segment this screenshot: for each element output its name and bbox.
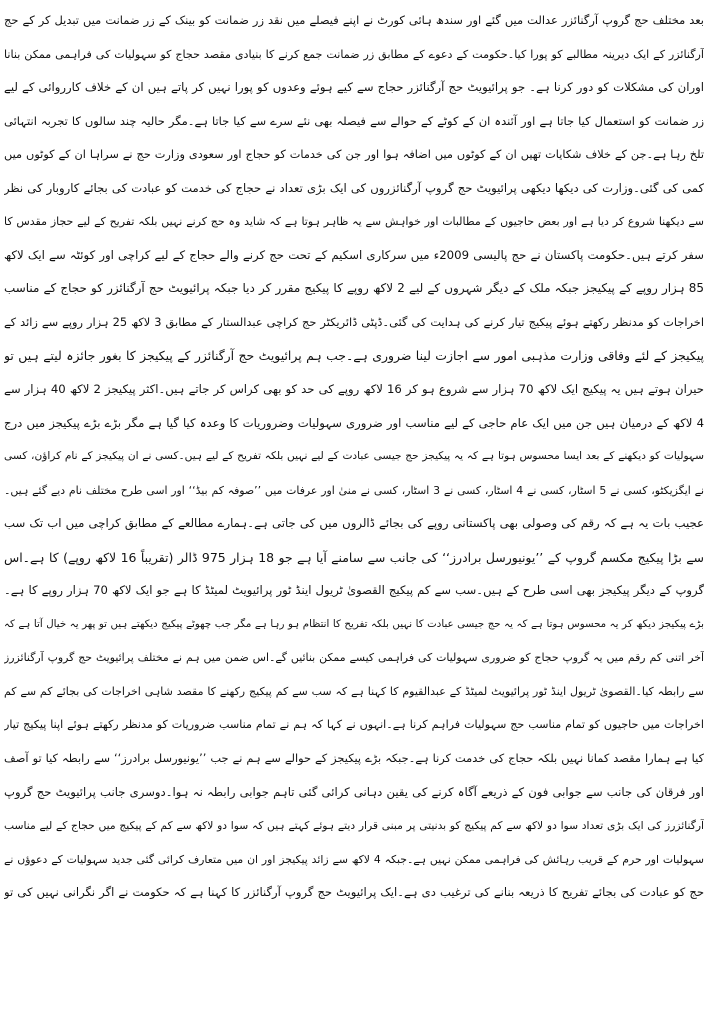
article-line-2: آرگنائزر کے ایک دیرینہ مطالبے کو پورا کیا۔حکومت کے دعوے کے مطابق زر ضمانت جمع کرنے کا بنیادی مقصد حجاج کو سہولیات کی فراہمی ممکن بنانا bbox=[4, 47, 704, 61]
article-line-17: سے بڑا پیکیج مکسم گروپ کے ’’یونیورسل برادرز‘‘ کی جانب سے سامنے آیا ہے جو 18 ہزار 975 ڈالر (تقریباً 16 لاکھ روپے) کا ہے۔اس bbox=[4, 549, 704, 565]
article-line-10: اخراجات کو مدنظر رکھتے ہوئے پیکیج تیار کرنے کی ہدایت کی گئی۔ڈپٹی ڈائریکٹر حج کراچی عبدالستار کے مطابق 3 لاکھ 25 ہزار روپے سے زائد کے bbox=[4, 314, 704, 329]
article-line-23: کیا ہے ہمارا مقصد کمانا نہیں بلکہ حجاج کی خدمت کرنا ہے۔جبکہ بڑے پیکیجز کے حوالے سے ہم نے جب ’’یونیورسل برادرز‘‘ سے رابطہ کیا تو آصف bbox=[4, 751, 704, 766]
article-line-24: اور فرقان کی جانب سے جوابی فون کے ذریعے آگاہ کرنے کی یقین دہانی کرائی گئی تاہم جوابی رابطہ نہ ہوا۔دوسری جانب پرائیویٹ حج گروپ bbox=[4, 784, 704, 799]
article-line-25: آرگنائزرز کی ایک بڑی تعداد سوا دو لاکھ سے کم پیکیج کو بدنیتی پر مبنی قرار دیتے ہوئے کہتے ہیں کہ سوا دو لاکھ سے کم کے پیکیج میں حجاج کے لیے مناسب bbox=[4, 819, 704, 833]
article-line-4: زر ضمانت کو استعمال کیا جاتا ہے اور آئندہ ان کے کوٹے کے حوالے سے فیصلہ بھی نئے سرے سے کیا جاتا ہے۔مگر حالیہ چند سالوں کا تجربہ انتہائی bbox=[4, 113, 704, 128]
article-line-20: آخر اتنی کم رقم میں یہ گروپ حجاج کو ضروری سہولیات کی فراہمی کیسے ممکن بنائیں گے۔اس ضمن میں ہم نے مختلف پرائیویٹ حج گروپ آرگنائزرز bbox=[4, 651, 704, 665]
article-line-6: کمی کی گئی۔وزارت کی دیکھا دیکھی پرائیویٹ حج گروپ آرگنائزروں کی ایک بڑی تعداد نے حجاج کی خدمت کو عبادت کی بجائے کاروبار کی نظر bbox=[4, 180, 704, 195]
article-line-9: 85 ہزار روپے کے پیکیجز جبکہ ملک کے دیگر شہروں کے لیے 2 لاکھ روپے کا پیکیج مقرر کر دیا جبکہ پرائیویٹ حج آرگنائزر کو حجاج کے مناسب bbox=[4, 281, 704, 296]
article-line-21: سے رابطہ کیا۔القصویٰ ٹریول اینڈ ٹور پرائیویٹ لمیٹڈ کے عبدالقیوم کا کہنا ہے کہ سب سے کم پیکیج رکھنے کا مقصد شاہی اخراجات کی بجائے کم سے کم bbox=[4, 684, 704, 698]
article-line-22: اخراجات میں حاجیوں کو تمام مناسب حج سہولیات فراہم کرنا ہے۔انہوں نے کہا کہ ہم نے تمام مناسب ضروریات کو مدنظر رکھتے ہوئے اپنا پیکیج تیار bbox=[4, 718, 704, 732]
article-line-18: گروپ کے دیگر پیکیجز بھی اسی طرح کے ہیں۔سب سے کم پیکیج القصویٰ ٹریول اینڈ ٹور پرائیویٹ لمیٹڈ کا ہے جو ایک لاکھ 70 ہزار روپے کا ہے۔ bbox=[4, 583, 704, 598]
article-line-12: حیران ہوتے ہیں یہ پیکیج ایک لاکھ 70 ہزار سے شروع ہو کر 16 لاکھ روپے کی حد کو بھی کراس کر جاتے ہیں۔اکثر پیکیجز 2 لاکھ 40 ہزار سے bbox=[4, 382, 704, 397]
article-line-15: نے ایگزیکٹو، کسی نے 5 اسٹار، کسی نے 4 اسٹار، کسی نے 3 اسٹار، کسی نے منیٰ اور عرفات میں ’’صوفہ کم بیڈ‘‘ اور اسی طرح مختلف نام دیے گئے ہیں۔ bbox=[4, 483, 704, 497]
article-line-14: سہولیات کو دیکھنے کے بعد ایسا محسوس ہوتا ہے کہ یہ پیکیجز حج جیسی عبادت کے لیے نہیں بلکہ تفریح کے لیے ہیں۔کسی نے ان پیکیجز کے نام کراؤن، کسی bbox=[4, 450, 704, 463]
article-body bbox=[4, 4, 704, 1010]
article-line-11: پیکیجز کے لئے وفاقی وزارت مذہبی امور سے اجازت لینا ضروری ہے۔جب ہم پرائیویٹ حج آرگنائزر کے پیکیجز کا بغور جائزہ لیتے ہیں تو bbox=[4, 348, 704, 364]
article-line-7: سے دیکھنا شروع کر دیا ہے اور بعض حاجیوں کے مطالبات اور خواہش سے یہ ظاہر ہوتا ہے کہ شاید وہ حج کرنے نہیں بلکہ تفریح کے لیے حجاز مقدس کا bbox=[4, 215, 704, 229]
article-line-5: تلخ رہا ہے۔جن کے خلاف شکایات تھیں ان کے کوٹوں میں اضافہ ہوا اور جن کی خدمات کو حجاج اور سعودی وزارت حج نے سراہا ان کے کوٹوں میں bbox=[4, 148, 704, 162]
article-line-1: بعد مختلف حج گروپ آرگنائزر عدالت میں گئے اور سندھ ہائی کورٹ نے اپنے فیصلے میں نقد زر ضمانت کو بینک کے زر ضمانت میں تبدیل کر کے حج bbox=[4, 13, 704, 27]
article-line-27: حج کو عبادت کی بجائے تفریح کا ذریعہ بنانے کی ترغیب دی ہے۔ایک پرائیویٹ حج گروپ آرگنائزر کا کہنا ہے کہ حکومت نے اگر نگرانی نہیں کی تو bbox=[4, 885, 704, 900]
article-line-16: عجیب بات یہ ہے کہ رقم کی وصولی بھی پاکستانی روپے کی بجائے ڈالروں میں کی جاتی ہے۔ہمارے مطالعے کے مطابق کراچی میں اب تک سب bbox=[4, 516, 704, 531]
article-line-8: سفر کرتے ہیں۔حکومت پاکستان نے حج پالیسی 2009ء میں سرکاری اسکیم کے تحت حج کرنے والے حجاج کے لیے کراچی اور کوئٹہ سے ایک لاکھ bbox=[4, 247, 704, 262]
article-line-28 bbox=[4, 910, 704, 944]
article-line-26: سہولیات اور حرم کے قریب رہائش کی فراہمی ممکن نہیں ہے۔جبکہ 4 لاکھ سے زائد پیکیجز اور ان میں متعارف کرائی گئی جدید سہولیات کے دعوؤں نے bbox=[4, 852, 704, 866]
article-line-3: اوران کی مشکلات کو دور کرنا ہے۔ جو پرائیویٹ حج آرگنائزر حجاج سے کیے ہوئے وعدوں کو پورا نہیں کر پاتے ہیں ان کے خلاف کارروائی کے لیے bbox=[4, 80, 704, 95]
article-line-19: بڑے پیکیجز دیکھ کر یہ محسوس ہوتا ہے کہ یہ حج جیسی عبادت کا نہیں بلکہ تفریح کا انتظام ہو رہا ہے مگر جب چھوٹے پیکیج دیکھتے ہیں تو پھر یہ خیال آتا ہے کہ bbox=[4, 618, 704, 630]
article-line-13: 4 لاکھ کے درمیان ہیں جن میں ایک عام حاجی کے لیے مناسب اور ضروری سہولیات وضروریات کا وعدہ کیا گیا ہے مگر بڑے بڑے پیکیجز میں درج bbox=[4, 415, 704, 430]
